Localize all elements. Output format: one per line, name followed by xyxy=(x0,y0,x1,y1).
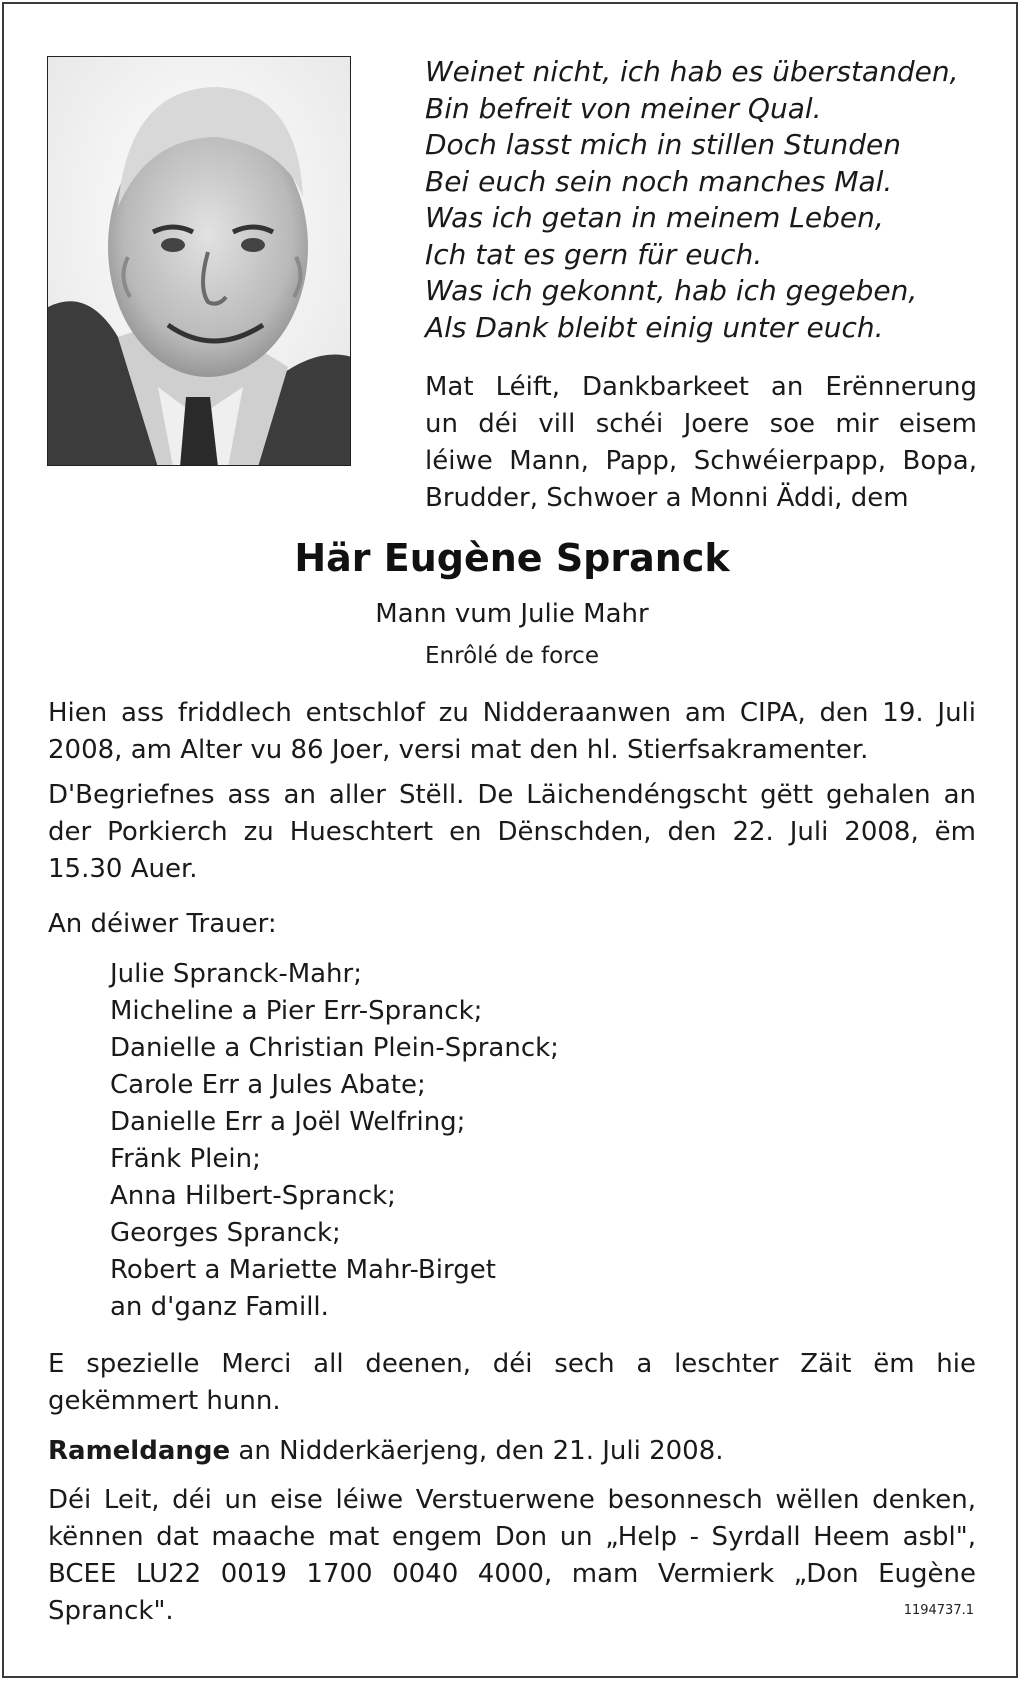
poem-line: Weinet nicht, ich hab es überstanden, xyxy=(425,55,959,88)
mourners-list xyxy=(110,956,559,1326)
donation-paragraph xyxy=(48,1482,976,1630)
text-line: Spranck". xyxy=(48,1596,174,1626)
list-item: Anna Hilbert-Spranck; xyxy=(110,1181,396,1211)
list-item: Micheline a Pier Err-Spranck; xyxy=(110,996,483,1026)
text-line: der Porkierch zu Hueschtert en Dënschden, den 22. Juli 2008, ëm xyxy=(48,817,976,847)
poem-line: Ich tat es gern für euch. xyxy=(425,237,763,271)
portrait-icon xyxy=(48,57,351,466)
poem-line: Doch lasst mich in stillen Stunden xyxy=(425,128,902,161)
list-item: Danielle Err a Joël Welfring; xyxy=(110,1107,466,1137)
text-line: Déi Leit, déi un eise léiwe Verstuerwene besonnesch wëllen denken, xyxy=(48,1485,976,1515)
death-notice xyxy=(48,695,976,769)
place-name: Rameldange xyxy=(48,1436,231,1466)
text-line: BCEE LU22 0019 1700 0040 4000, mam Vermierk „Don Eugène xyxy=(48,1559,976,1589)
burial-notice xyxy=(48,777,976,888)
list-item: Julie Spranck-Mahr; xyxy=(110,959,362,989)
intro-line: un déi vill schéi Joere soe mir eisem xyxy=(425,409,977,439)
list-item: Georges Spranck; xyxy=(110,1218,341,1248)
text-line: D'Begriefnes ass an aller Stëll. De Läichendéngscht gëtt gehalen an xyxy=(48,780,976,810)
poem-line: Als Dank bleibt einig unter euch. xyxy=(425,310,884,344)
text-line: 15.30 Auer. xyxy=(48,854,198,884)
deceased-name: Här Eugène Spranck xyxy=(294,536,730,580)
list-item: Carole Err a Jules Abate; xyxy=(110,1070,426,1100)
intro-line: Mat Léift, Dankbarkeet an Erënnerung xyxy=(425,372,977,402)
text-line xyxy=(48,1433,976,1470)
poem-line: Bei euch sein noch manches Mal. xyxy=(425,164,893,198)
reference-number: 1194737.1 xyxy=(903,1603,974,1618)
portrait-photo xyxy=(47,56,351,466)
text-line: 2008, am Alter vu 86 Joer, versi mat den hl. Stierfsakramenter. xyxy=(48,735,869,765)
poem-line: Was ich gekonnt, hab ich gegeben, xyxy=(425,274,918,307)
text-line: Hien ass friddlech entschlof zu Nidderaanwen am CIPA, den 19. Juli xyxy=(48,698,976,728)
spouse-line: Mann vum Julie Mahr xyxy=(375,599,649,629)
text-line: E spezielle Merci all deenen, déi sech a leschter Zäit ëm hie xyxy=(48,1349,976,1379)
list-item: Robert a Mariette Mahr-Birget xyxy=(110,1255,496,1285)
status-line: Enrôlé de force xyxy=(425,643,599,669)
text-line: kënnen dat maache mat engem Don un „Help - Syrdall Heem asbl", xyxy=(48,1522,976,1552)
place-date-rest: an Nidderkäerjeng, den 21. Juli 2008. xyxy=(230,1436,724,1466)
poem xyxy=(425,54,985,346)
intro-line: léiwe Mann, Papp, Schwéierpapp, Bopa, xyxy=(425,446,977,476)
text-line: An déiwer Trauer: xyxy=(48,909,277,939)
list-item: Fränk Plein; xyxy=(110,1144,261,1174)
intro-text xyxy=(425,369,977,517)
list-item: an d'ganz Famill. xyxy=(110,1292,329,1322)
intro-line: Brudder, Schwoer a Monni Äddi, dem xyxy=(425,483,909,513)
text-line: gekëmmert hunn. xyxy=(48,1386,281,1416)
poem-line: Bin befreit von meiner Qual. xyxy=(425,91,822,125)
mourning-intro xyxy=(48,906,976,943)
poem-line: Was ich getan in meinem Leben, xyxy=(425,201,884,234)
list-item: Danielle a Christian Plein-Spranck; xyxy=(110,1033,559,1063)
place-date xyxy=(48,1433,976,1470)
thanks-paragraph xyxy=(48,1346,976,1420)
